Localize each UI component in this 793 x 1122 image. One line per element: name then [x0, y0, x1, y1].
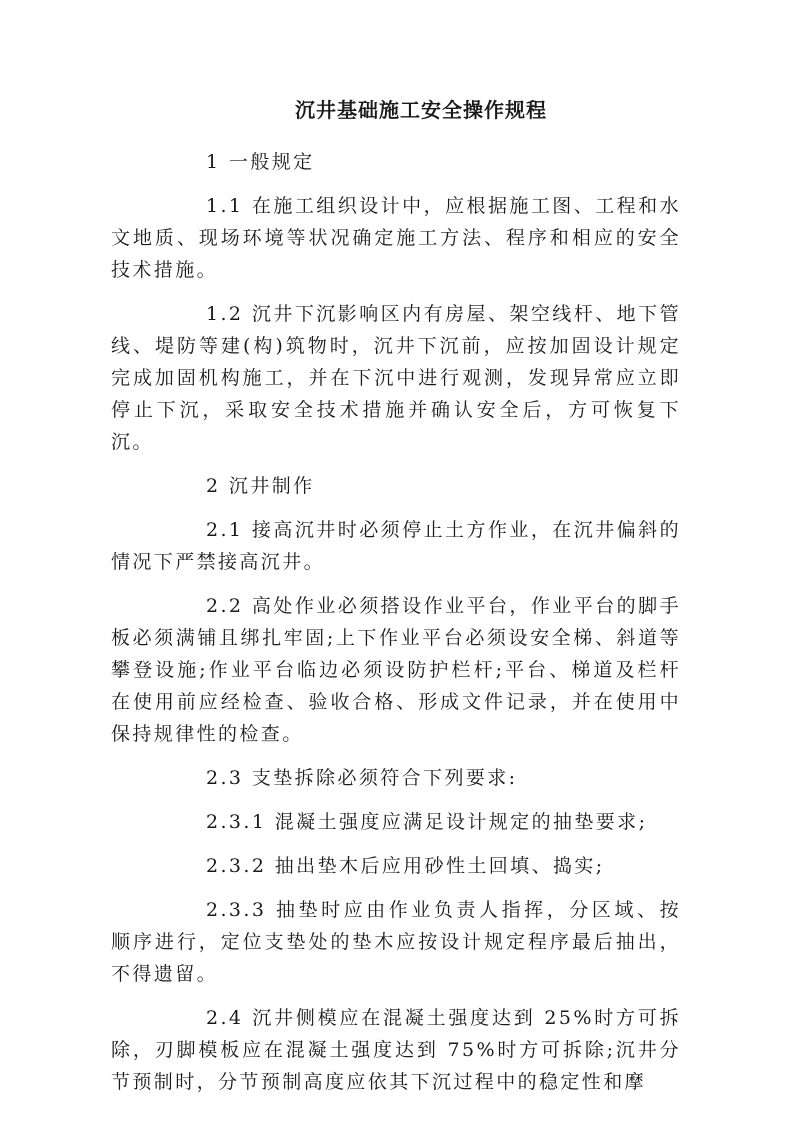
- document-title: 沉井基础施工安全操作规程: [295, 98, 547, 122]
- paragraph-2-3-2: 2.3.2 抽出垫木后应用砂性土回填、捣实;: [206, 855, 605, 877]
- paragraph-2-2: 2.2 高处作业必须搭设作业平台，作业平台的脚手板必须满铺且绑扎牢固;上下作业平台必须设安全梯、斜道等攀登设施;作业平台临边必须设防护栏杆;平台、梯道及栏杆在使用前应经检查、验收合格、形成文件记录，并在使用中保持规律性的检查。: [111, 595, 681, 745]
- section-heading-caisson-fabrication: 2 沉井制作: [206, 475, 315, 497]
- paragraph-2-4: 2.4 沉井侧模应在混凝土强度达到 25%时方可拆除，刃脚模板应在混凝土强度达到 75%时方可拆除;沉井分节预制时，分节预制高度应依其下沉过程中的稳定性和摩: [111, 1007, 681, 1093]
- paragraph-1-1: 1.1 在施工组织设计中，应根据施工图、工程和水文地质、现场环境等状况确定施工方法、程序和相应的安全技术措施。: [111, 195, 681, 281]
- paragraph-2-3: 2.3 支垫拆除必须符合下列要求:: [206, 767, 518, 789]
- document-body: [111, 96, 681, 1110]
- paragraph-1-2: 1.2 沉井下沉影响区内有房屋、架空线杆、地下管线、堤防等建(构)筑物时，沉井下沉前，应按加固设计规定完成加固机构施工，并在下沉中进行观测，发现异常应立即停止下沉，采取安全技术措施并确认安全后，方可恢复下沉。: [111, 303, 681, 453]
- section-heading-general: 1 一般规定: [206, 151, 315, 173]
- paragraph-2-1: 2.1 接高沉井时必须停止土方作业，在沉井偏斜的情况下严禁接高沉井。: [111, 519, 681, 573]
- paragraph-2-3-3: 2.3.3 抽垫时应由作业负责人指挥，分区域、按顺序进行，定位支垫处的垫木应按设计规定程序最后抽出，不得遗留。: [111, 899, 681, 985]
- paragraph-2-3-1: 2.3.1 混凝土强度应满足设计规定的抽垫要求;: [206, 811, 648, 833]
